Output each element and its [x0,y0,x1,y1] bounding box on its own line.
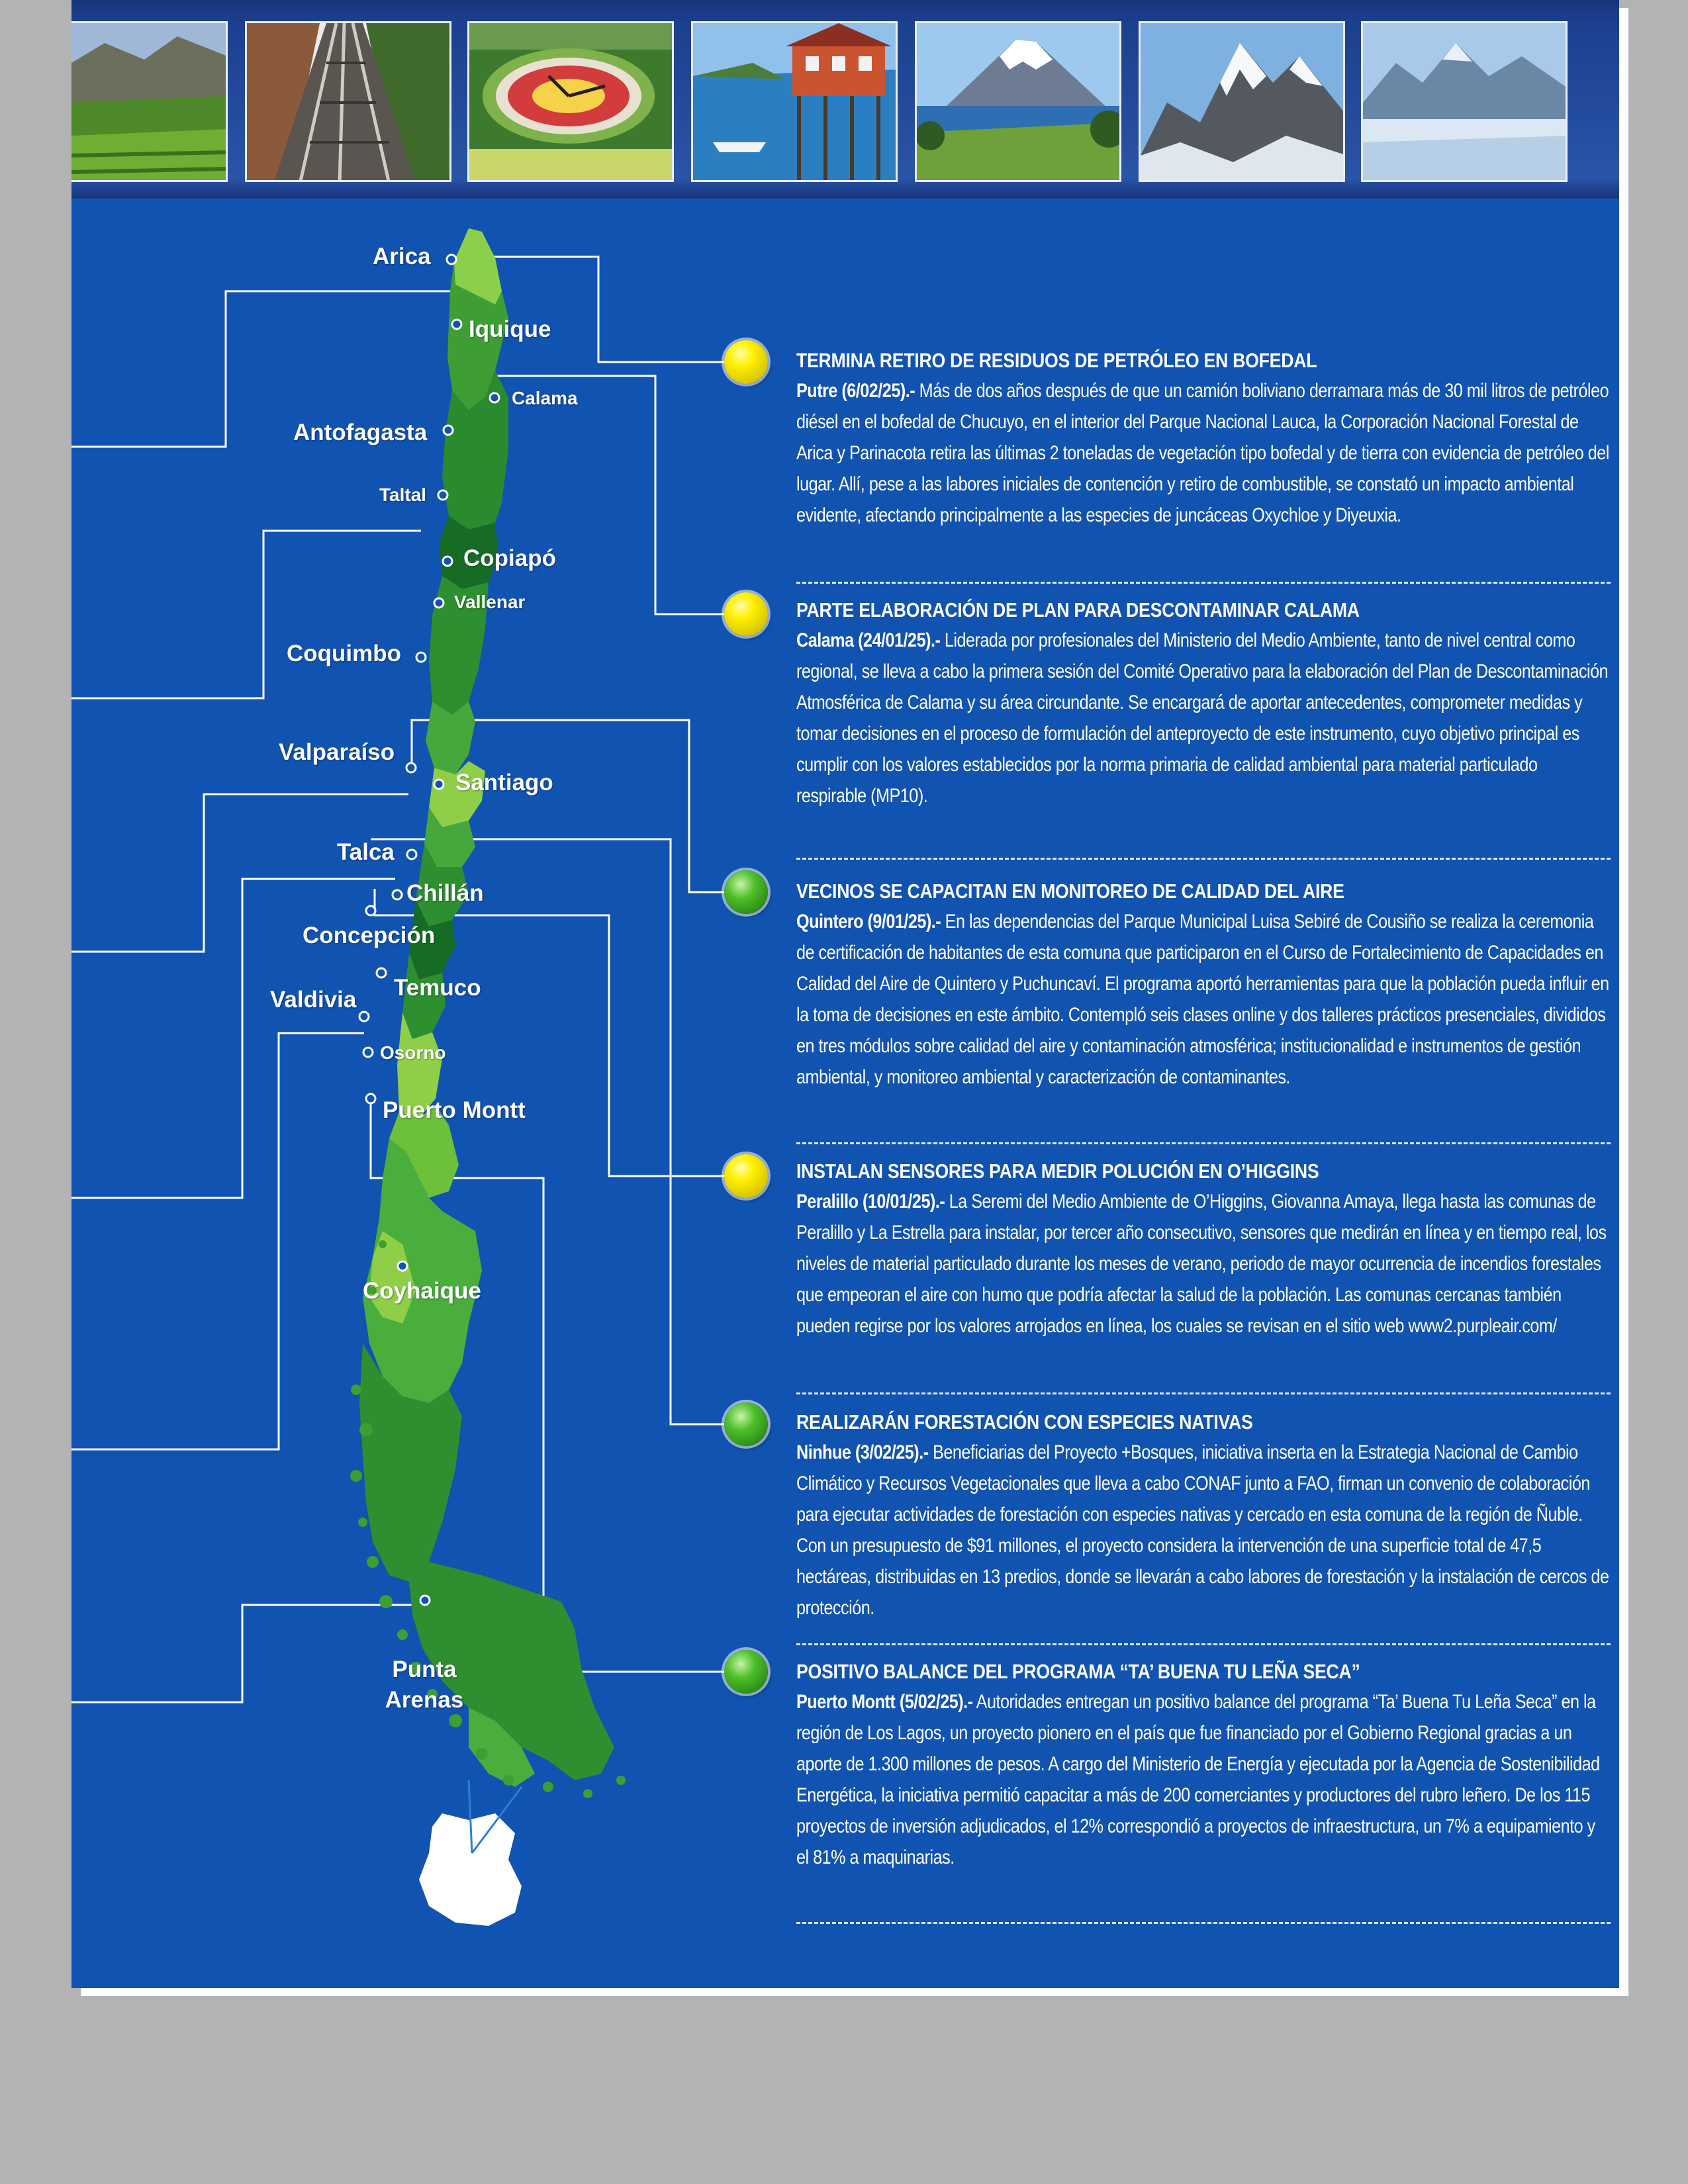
city-label-puerto-montt: Puerto Montt [383,1097,526,1123]
city-label-valdivia: Valdivia [270,987,357,1013]
news-dateline: Quintero (9/01/25).- [796,911,941,933]
city-label-calama: Calama [512,388,578,408]
news-bullet-5 [724,1402,768,1446]
news-item-ohiggins [796,1160,1611,1394]
city-label-coyhaique: Coyhaique [363,1278,481,1304]
news-body [796,906,1610,1093]
news-title: TERMINA RETIRO DE RESIDUOS DE PETRÓLEO EN BOFEDAL [796,349,1317,372]
page-panel [71,0,1619,1988]
news-item-quintero [796,880,1611,1144]
news-title: PARTE ELABORACIÓN DE PLAN PARA DESCONTAMINAR CALAMA [796,598,1360,621]
news-item-puerto-montt [796,1660,1611,1924]
city-label-santiago: Santiago [455,770,553,796]
news-item-calama [796,598,1611,860]
city-label-vallenar: Vallenar [454,592,526,612]
news-body [796,1186,1610,1342]
news-title: REALIZARÁN FORESTACIÓN CON ESPECIES NATIVAS [796,1410,1253,1433]
news-bullet-3 [724,870,768,914]
news-dateline: Puerto Montt (5/02/25).- [796,1691,973,1713]
city-label-chillan: Chillán [406,880,484,906]
city-label-concepcion: Concepción [303,923,436,948]
news-dateline: Calama (24/01/25).- [796,629,941,651]
city-label-antofagasta: Antofagasta [293,420,428,445]
city-label-osorno: Osorno [380,1042,446,1063]
news-text: Beneficiarias del Proyecto +Bosques, iniciativa inserta en la Estrategia Nacional de Cambio Climático y Recursos Vegetacionales que lleva a cabo CONAF junto a FAO, firman un convenio de colaboración para ejecutar actividades de forestación con especies nativas y cercado en esta comuna de la región de Ñuble. Con un presupuesto de $91 millones, el proyecto considera la intervención de una superficie total de 47,5 hectáreas, distribuidas en 13 predios, donde se llevarán a cabo labores de forestación y la instalación de cercos de protección. [796,1441,1609,1619]
news-body [796,375,1610,531]
news-body [796,1686,1610,1873]
city-label-coquimbo: Coquimbo [287,641,402,666]
news-text: Más de dos años después de que un camión boliviano derramara más de 30 mil litros de petróleo diésel en el bofedal de Chucuyo, en el interior del Parque Nacional Lauca, la Corporación Nacional Forestal de Arica y Parinacota retira las últimas 2 toneladas de vegetación tipo bofedal y de tierra con evidencia de petróleo del lugar. Allí, pese a las labores iniciales de contención y retiro de combustible, se constató un impacto ambiental evidente, afectando principalmente a las especies de juncáceas Oxychloe y Diyeuxia. [796,380,1609,526]
news-bullet-4 [724,1154,768,1198]
news-item-ninhue [796,1410,1611,1645]
city-label-punta-arenas-text: Punta Arenas [385,1657,464,1713]
news-title: VECINOS SE CAPACITAN EN MONITOREO DE CALIDAD DEL AIRE [796,880,1344,903]
city-label-temuco: Temuco [394,975,481,1001]
city-label-taltal: Taltal [379,484,427,505]
city-label-iquique: Iquique [469,316,551,342]
news-dateline: Ninhue (3/02/25).- [796,1441,929,1463]
news-title: POSITIVO BALANCE DEL PROGRAMA “TA’ BUENA TU LEÑA SECA” [796,1660,1360,1683]
city-label-copiapo: Copiapó [463,545,556,571]
news-item-bofedal [796,349,1611,584]
city-label-punta-arenas [381,1655,467,1715]
news-dateline: Putre (6/02/25).- [796,380,915,402]
news-text: Autoridades entregan un positivo balance del programa “Ta’ Buena Tu Leña Seca” en la región de Los Lagos, un proyecto pionero en el país que fue financiado por el Gobierno Regional gracias a un aporte de 1.300 millones de pesos. A cargo del Ministerio de Energía y ejecutada por la Agencia de Sostenibilidad Energética, la iniciativa permitió capacitar a más de 200 comerciantes y productores del rubro leñero. De los 115 proyectos de inversión adjudicados, el 12% correspondió a proyectos de infraestructura, un 7% a equipamiento y el 81% a maquinarias. [796,1691,1600,1868]
news-body [796,625,1610,811]
city-label-arica: Arica [373,244,431,269]
news-bullet-2 [724,592,768,636]
city-label-valparaiso: Valparaíso [279,739,395,765]
news-text: Liderada por profesionales del Ministerio del Medio Ambiente, tanto de nivel central como regional, se lleva a cabo la primera sesión del Comité Operativo para la elaboración del Plan de Descontaminación Atmosférica de Calama y su área circundante. Se encargará de aportar antecedentes, comprometer medidas y tomar decisiones en el proceso de formulación del anteproyecto de este instrumento, cuyo objetivo principal es cumplir con los valores establecidos por la norma primaria de calidad ambiental para material particulado respirable (MP10). [796,629,1609,807]
news-title: INSTALAN SENSORES PARA MEDIR POLUCIÓN EN O’HIGGINS [796,1160,1319,1183]
news-dateline: Peralillo (10/01/25).- [796,1191,945,1212]
news-text: En las dependencias del Parque Municipal Luisa Sebiré de Cousiño se realiza la ceremonia de certificación de habitantes de esta comuna que participaron en el Curso de Fortalecimiento de Capacidades en Calidad del Aire de Quintero y Puchuncaví. El programa aportó herramientas para que la población pueda influir en la toma de decisiones en este ámbito. Contempló seis clases online y dos talleres prácticos presenciales, divididos en tres módulos sobre calidad del aire y contaminación atmosférica; institucionalidad e instrumentos de gestión ambiental, y monitoreo ambiental y caracterización de contaminantes. [796,911,1609,1088]
news-bullet-1 [724,340,768,384]
city-label-talca: Talca [337,839,395,865]
news-body [796,1437,1610,1623]
news-text: La Seremi del Medio Ambiente de O’Higgins, Giovanna Amaya, llega hasta las comunas de Peralillo y La Estrella para instalar, por tercer año consecutivo, sensores que medirán en línea y en tiempo real, los niveles de material particulado durante los meses de verano, periodo de mayor ocurrencia de incendios forestales que empeoran el aire con humo que podría afectar la salud de la población. Las comunas cercanas también pueden regirse por los valores arrojados en línea, los cuales se revisan en el sitio web www2.purpleair.com/ [796,1191,1607,1337]
news-bullet-6 [724,1650,768,1694]
